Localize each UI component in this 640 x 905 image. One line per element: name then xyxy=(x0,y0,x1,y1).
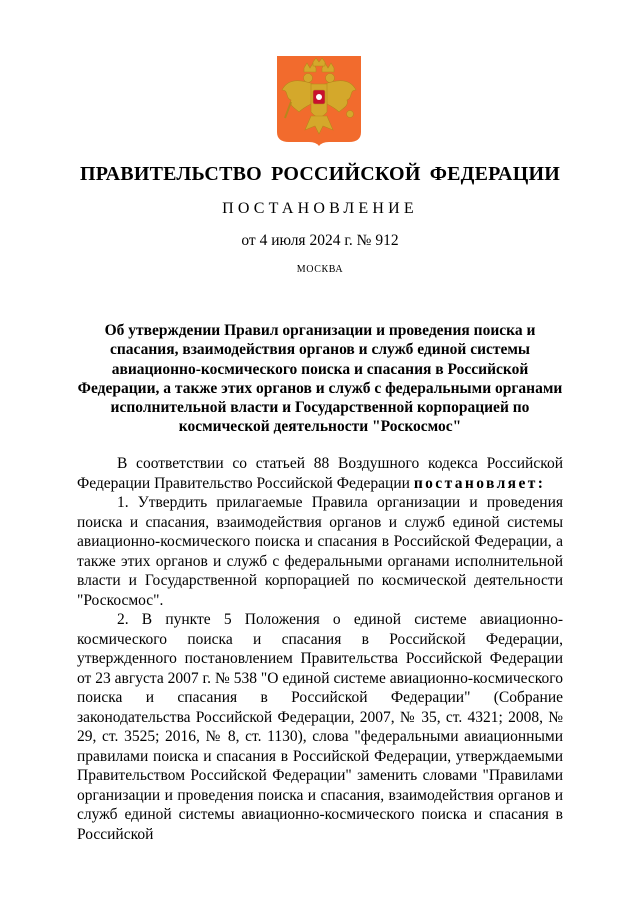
intro-paragraph xyxy=(77,454,563,493)
intro-text: В соответствии со статьей 88 Воздушного кодекса Российской Федерации Правительство Российской Федерации xyxy=(77,455,563,492)
document-body xyxy=(77,454,563,844)
document-type: ПОСТАНОВЛЕНИЕ xyxy=(222,200,418,217)
document-subject: Об утверждении Правил организации и проведения поиска и спасания, взаимодействия органов и служб единой системы авиационно-космического поиска и спасания в Российской Федерации, а также этих органов и служб с федеральными органами исполнительной власти и Государственной корпорацией по космической деятельности "Роскосмос" xyxy=(77,322,563,436)
russian-coat-of-arms-icon xyxy=(277,56,361,146)
item-1-paragraph: 1. Утвердить прилагаемые Правила организации и проведения поиска и спасания, взаимодействия органов и служб единой системы авиационно-космического поиска и спасания в Российской Федерации, а также этих органов и служб с федеральными органами исполнительной власти и Государственной корпорацией по космической деятельности "Роскосмос". xyxy=(77,494,563,609)
document-date-number: от 4 июля 2024 г. № 912 xyxy=(241,232,399,249)
decree-word: постановляет: xyxy=(413,474,546,492)
item-2-paragraph: 2. В пункте 5 Положения о единой системе авиационно-космического поиска и спасания в Российской Федерации, утвержденного постановлением Правительства Российской Федерации от 23 августа 2007 г. № 538 "О единой системе авиационно-космического поиска и спасания в Российской Федерации" (Собрание законодательства Российской Федерации, 2007, № 35, ст. 4321; 2008, № 29, ст. 3525; 2016, № 8, ст. 1130), слова "федеральными авиационными правилами поиска и спасания в Российской Федерации, утверждаемыми Правительством Российской Федерации" заменить словами "Правилами организации и проведения поиска и спасания, взаимодействия органов и служб единой системы авиационно-космического поиска и спасания в Российской xyxy=(77,611,563,843)
government-title: ПРАВИТЕЛЬСТВО РОССИЙСКОЙ ФЕДЕРАЦИИ xyxy=(80,163,560,185)
document-city: МОСКВА xyxy=(296,264,344,275)
